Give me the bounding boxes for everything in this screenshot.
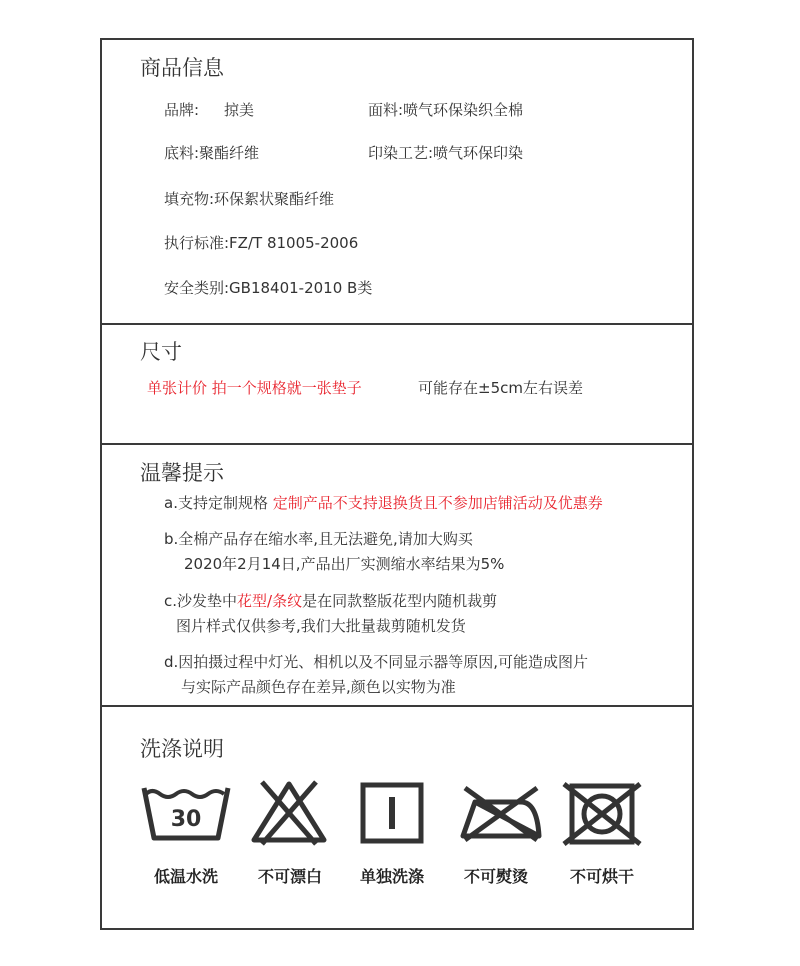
section-divider xyxy=(100,705,694,707)
section-divider xyxy=(100,323,694,325)
pricing-note: 单张计价 拍一个规格就一张垫子 xyxy=(147,379,362,397)
standard-info: 执行标准:FZ/T 81005-2006 xyxy=(164,234,359,252)
tip-c-suffix: 是在同款整版花型内随机裁剪 xyxy=(302,592,498,610)
tip-d-line1: d.因拍摄过程中灯光、相机以及不同显示器等原因,可能造成图片 xyxy=(164,653,589,671)
section-divider xyxy=(100,443,694,445)
tip-c xyxy=(164,590,497,611)
product-info-title: 商品信息 xyxy=(140,56,224,80)
no-bleach-label: 不可漂白 xyxy=(257,867,322,886)
brand-label: 品牌: xyxy=(164,101,200,119)
base-info: 底料:聚酯纤维 xyxy=(164,144,260,162)
no-tumble-dry-icon xyxy=(560,780,644,848)
size-title: 尺寸 xyxy=(140,340,182,364)
tip-b-line1: b.全棉产品存在缩水率,且无法避免,请加大购买 xyxy=(164,530,473,548)
single-wash-icon xyxy=(360,782,424,844)
tip-b-line2: 2020年2月14日,产品出厂实测缩水率结果为5% xyxy=(184,555,505,573)
wash-30-label: 低温水洗 xyxy=(153,867,218,886)
washing-title: 洗涤说明 xyxy=(140,737,224,761)
wash-30-icon xyxy=(140,780,232,846)
no-iron-label: 不可熨烫 xyxy=(463,867,528,886)
fabric-info: 面料:喷气环保染织全棉 xyxy=(368,101,524,119)
tip-a-text: a.支持定制规格 xyxy=(164,494,273,512)
brand-value: 掠美 xyxy=(224,101,255,119)
tip-a xyxy=(164,492,603,513)
tips-title: 温馨提示 xyxy=(140,461,224,485)
no-iron-icon xyxy=(455,780,547,846)
safety-info: 安全类别:GB18401-2010 B类 xyxy=(164,279,373,297)
filling-info: 填充物:环保絮状聚酯纤维 xyxy=(164,190,335,208)
tip-c-line2: 图片样式仅供参考,我们大批量裁剪随机发货 xyxy=(176,617,466,635)
tip-a-warning: 定制产品不支持退换货且不参加店铺活动及优惠券 xyxy=(272,494,603,512)
wash-temperature: 30 xyxy=(170,807,202,832)
no-bleach-icon xyxy=(248,778,330,848)
no-tumble-dry-label: 不可烘干 xyxy=(569,867,634,886)
single-wash-label: 单独洗涤 xyxy=(359,867,424,886)
dye-process-info: 印染工艺:喷气环保印染 xyxy=(368,144,524,162)
tip-c-prefix: c.沙发垫中 xyxy=(164,592,238,610)
tip-d-line2: 与实际产品颜色存在差异,颜色以实物为准 xyxy=(181,678,456,696)
tip-c-highlight: 花型/条纹 xyxy=(237,592,303,610)
tolerance-note: 可能存在±5cm左右误差 xyxy=(418,379,583,397)
